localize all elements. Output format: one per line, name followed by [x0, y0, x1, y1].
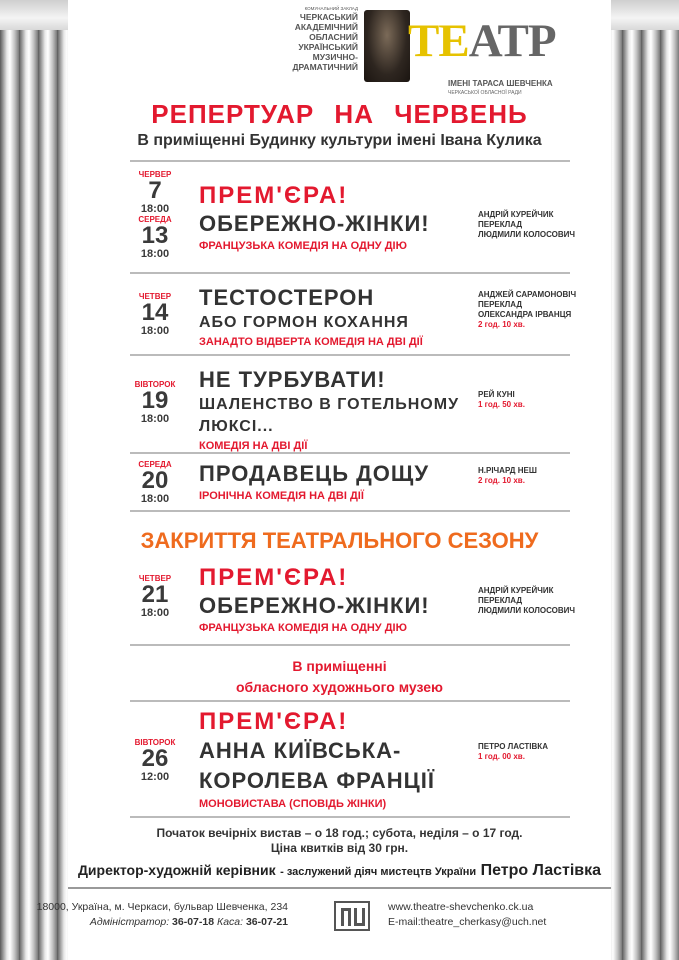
- show-weekday: СЕРЕДА: [138, 460, 172, 469]
- show-weekday: ЧЕТВЕР: [138, 292, 172, 301]
- director-line: [68, 862, 611, 880]
- logo-word-rest: АТР: [468, 15, 556, 67]
- premiere-label: ПРЕМ'ЄРА!: [199, 708, 349, 735]
- show-weekday: ВІВТОРОК: [134, 380, 176, 389]
- theatre-logo-icon: [334, 901, 370, 931]
- logo-line: ОБЛАСНИЙ: [309, 32, 358, 42]
- logo-small-tiny: КОМУНАЛЬНИЙ ЗАКЛАД: [304, 6, 358, 11]
- theatre-logo-word: [408, 14, 556, 68]
- show-time: 18:00: [140, 248, 170, 260]
- credit-line: АНДЖЕЙ САРАМОНОВІЧ: [478, 290, 577, 299]
- show-info: [199, 366, 459, 454]
- address: 18000, Україна, м. Черкаси, бульвар Шевченка, 234: [36, 901, 288, 913]
- show-subtitle: ШАЛЕНСТВО В ГОТЕЛЬНОМУ: [199, 396, 460, 413]
- show-genre: ІРОНІЧНА КОМЕДІЯ НА ДВІ ДІЇ: [199, 490, 364, 502]
- show-day: 26: [141, 745, 169, 772]
- show-day: 20: [141, 467, 169, 494]
- divider: [68, 887, 611, 889]
- premiere-label: ПРЕМ'ЄРА!: [199, 182, 349, 209]
- logo-line: АКАДЕМІЧНИЙ: [294, 22, 358, 32]
- show-credit: [478, 290, 576, 330]
- show-day: 19: [141, 387, 169, 414]
- show-time: 12:00: [140, 771, 170, 783]
- show-day: 21: [141, 581, 169, 608]
- show-date: [130, 170, 180, 260]
- show-genre: КОМЕДІЯ НА ДВІ ДІЇ: [199, 440, 308, 452]
- logo-subtitle-2: ЧЕРКАСЬКОЇ ОБЛАСНОЇ РАДИ: [448, 90, 522, 96]
- logo-line: ДРАМАТИЧНИЙ: [292, 62, 358, 72]
- show-genre: ЗАНАДТО ВІДВЕРТА КОМЕДІЯ НА ДВІ ДІЇ: [199, 336, 423, 348]
- show-info: [199, 182, 430, 254]
- shevchenko-portrait: [364, 10, 410, 82]
- show-genre: ФРАНЦУЗЬКА КОМЕДІЯ НА ОДНУ ДІЮ: [199, 622, 407, 634]
- director-role: Директор-художній керівник: [77, 862, 276, 878]
- show-info: [199, 284, 423, 350]
- logo-line: ЧЕРКАСЬКИЙ: [299, 12, 358, 22]
- show-time: 18:00: [140, 413, 170, 425]
- show-credit: [478, 210, 575, 240]
- divider: [130, 816, 570, 818]
- show-duration: 1 год. 00 хв.: [478, 752, 525, 761]
- director-name: Петро Ластівка: [480, 862, 602, 879]
- show-date: [130, 380, 180, 425]
- curtain-left: [0, 0, 76, 960]
- show-date: [130, 460, 180, 505]
- show-credit: [478, 466, 537, 486]
- credit-line: АНДРІЙ КУРЕЙЧИК: [478, 586, 554, 595]
- credit-line: Н.РІЧАРД НЕШ: [478, 466, 537, 475]
- show-date: [130, 292, 180, 337]
- divider: [130, 452, 570, 454]
- credit-line: ПЕТРО ЛАСТІВКА: [478, 742, 548, 751]
- season-closing-heading: ЗАКРИТТЯ ТЕАТРАЛЬНОГО СЕЗОНУ: [140, 528, 539, 553]
- show-info: [199, 708, 435, 812]
- show-info: [199, 564, 430, 636]
- show-weekday: ЧЕТВЕР: [138, 574, 172, 583]
- show-duration: 2 год. 10 хв.: [478, 476, 525, 485]
- credit-line: ЛЮДМИЛИ КОЛОСОВИЧ: [478, 606, 576, 615]
- credit-line: АНДРІЙ КУРЕЙЧИК: [478, 210, 554, 219]
- show-title: АННА КИЇВСЬКА-: [199, 738, 402, 763]
- show-title: ТЕСТОСТЕРОН: [199, 285, 375, 310]
- show-title: НЕ ТУРБУВАТИ!: [199, 367, 386, 392]
- website-link[interactable]: www.theatre-shevchenko.ck.ua: [388, 901, 534, 913]
- director-title: - заслужений діяч мистецтв України: [280, 866, 477, 878]
- credit-line: ПЕРЕКЛАД: [478, 220, 523, 229]
- email-link[interactable]: E-mail:theatre_cherkasy@uch.net: [388, 916, 547, 928]
- show-time: 18:00: [140, 607, 170, 619]
- credit-line: ПЕРЕКЛАД: [478, 596, 523, 605]
- premiere-label: ПРЕМ'ЄРА!: [199, 564, 349, 591]
- show-weekday: ЧЕРВЕР: [138, 170, 172, 179]
- show-duration: 1 год. 50 хв.: [478, 400, 525, 409]
- show-time: 18:00: [140, 493, 170, 505]
- logo-word-accent: ТЕ: [408, 15, 469, 67]
- curtain-right: [603, 0, 679, 960]
- show-day: 14: [141, 299, 169, 326]
- show-title: ОБЕРЕЖНО-ЖІНКИ!: [199, 211, 430, 236]
- cash-label: Каса:: [217, 916, 244, 928]
- show-weekday: СЕРЕДА: [138, 215, 172, 224]
- cash-phone: 36-07-21: [245, 916, 288, 928]
- poster: [36, 0, 611, 960]
- show-info: [199, 460, 429, 504]
- page-title: РЕПЕРТУАР НА ЧЕРВЕНЬ: [151, 99, 528, 129]
- footer-contacts: [28, 900, 288, 930]
- show-genre: МОНОВИСТАВА (СПОВІДЬ ЖІНКИ): [199, 798, 387, 810]
- show-title: ПРОДАВЕЦЬ ДОЩУ: [199, 461, 430, 486]
- divider: [130, 160, 570, 162]
- divider: [130, 354, 570, 356]
- divider: [130, 510, 570, 512]
- show-day: 7: [148, 177, 162, 204]
- credit-line: ЛЮДМИЛИ КОЛОСОВИЧ: [478, 230, 576, 239]
- show-duration: 2 год. 10 хв.: [478, 320, 525, 329]
- logo-subtitle: ІМЕНІ ТАРАСА ШЕВЧЕНКА: [448, 79, 553, 88]
- show-subtitle: ЛЮКСІ...: [199, 418, 274, 435]
- divider: [130, 644, 570, 646]
- show-credit: [478, 742, 548, 762]
- show-genre: ФРАНЦУЗЬКА КОМЕДІЯ НА ОДНУ ДІЮ: [199, 240, 407, 252]
- show-title: КОРОЛЕВА ФРАНЦІЇ: [199, 768, 435, 793]
- admin-phone: 36-07-18: [172, 916, 215, 928]
- divider: [130, 700, 570, 702]
- divider: [130, 272, 570, 274]
- logo-line: МУЗИЧНО-: [312, 52, 358, 62]
- show-time: 18:00: [140, 203, 170, 215]
- show-credit: [478, 586, 575, 616]
- show-credit: [478, 390, 525, 410]
- credit-line: РЕЙ КУНІ: [478, 390, 515, 399]
- show-date: [130, 738, 180, 783]
- start-times: Початок вечірніх вистав – о 18 год.; субота, неділя – о 17 год.: [156, 826, 523, 840]
- logo-line: УКРАЇНСЬКИЙ: [298, 42, 358, 52]
- footer-web: [388, 900, 588, 930]
- venue-line: В приміщенні: [292, 658, 387, 674]
- venue-note: [68, 656, 611, 698]
- show-date: [130, 574, 180, 619]
- show-subtitle: АБО ГОРМОН КОХАННЯ: [199, 314, 409, 331]
- show-time: 18:00: [140, 325, 170, 337]
- show-title: ОБЕРЕЖНО-ЖІНКИ!: [199, 593, 430, 618]
- credit-line: ОЛЕКСАНДРА ІРВАНЦЯ: [478, 310, 572, 319]
- page-subtitle: В приміщенні Будинку культури імені Івана Кулика: [137, 132, 542, 149]
- theatre-name-block: [228, 6, 358, 72]
- admin-label: Адміністратор:: [89, 916, 170, 928]
- show-day: 13: [141, 222, 169, 249]
- schedule-info: [68, 826, 611, 856]
- credit-line: ПЕРЕКЛАД: [478, 300, 523, 309]
- ticket-price: Ціна квитків від 30 грн.: [270, 841, 409, 855]
- show-weekday: ВІВТОРОК: [134, 738, 176, 747]
- venue-line: обласного художнього музею: [236, 679, 443, 695]
